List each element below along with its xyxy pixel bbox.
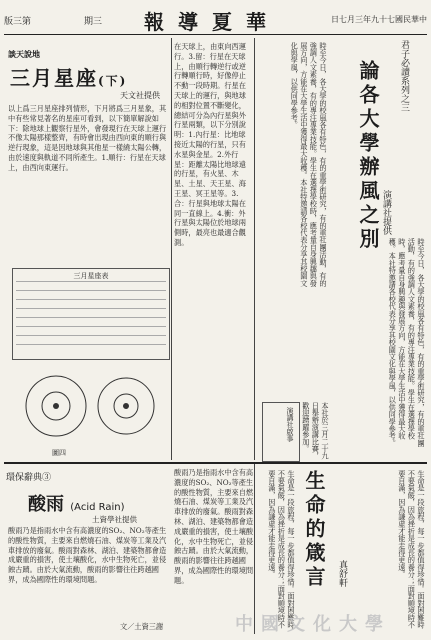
table-row [16, 326, 166, 335]
env-body: 酸雨乃是指雨水中含有高濃度的SO₂、NO₂等產生的酸性物質，主要來自燃燒石油、煤炭等工業及汽車排放的廢氣。酸雨對森林、湖泊、建築物都會造成嚴重的損害，使土壤酸化，水中生物死亡，並侵蝕古蹟。由於大氣流動，酸雨的影響往往跨越國界，成為國際性的環境問題。 [8, 526, 167, 584]
essay-author: 演講社提供 [381, 190, 391, 235]
astro-body-col2: 在天球上，由東向西運行。3.留：行星在天球上，由順行轉逆行或逆行轉順行時，好像停止不動一段時期。行星在天球上的運行，與地球的相對位置不斷變化，總結可分為內行星與外行星兩類，以下分別說明：1.內行星：比地球接近太陽的行星，只有水星與金星。2.外行星：距離太陽比地球遠的行星，有火星、木星、土星、天王星、海王星、冥王星等。3.合：行星與地球太陽在同一直線上。4.衝：外行星與太陽位於地球兩側時，最亮也最適合觀測。 [174, 42, 246, 247]
issue-period: 期三 [84, 17, 103, 27]
astro-body: 以上爲三月星座排列情形，下月將爲三月星象，其中有些常見著名的星座可看到，以下簡單解說如下：除地球上觀察行星外，會發現行在天球上運行不像太陽那樣整齊，有時會出現由西向東的順行與逆行現象，這是因地球與其他星一樣繞太陽公轉，由於速度與軌道不同所產生。1.順行：行星在天球上，由西向東運行。 [8, 104, 167, 172]
issue-number: 版三第 [4, 17, 32, 27]
header-bar [4, 4, 427, 35]
notice-box [262, 402, 300, 462]
astro-title: 三月星座(下) [10, 66, 128, 90]
column-divider [171, 38, 172, 460]
issue-date: 日七月三年九十七國民華中 [331, 15, 427, 24]
table-row [16, 281, 166, 290]
footer-watermark: 中國文化大學 [235, 614, 391, 635]
astro-author: 天文社提供 [120, 91, 160, 100]
env-body-col2: 酸雨乃是指雨水中含有高濃度的SO₂、NO₂等產生的酸性物質，主要來自燃燒石油、煤炭等工業及汽車排放的廢氣。酸雨對森林、湖泊、建築物都會造成嚴重的損害，使土壤酸化，水中生物死亡，並侵蝕古蹟。由於大氣流動，酸雨的影響往往跨越國界，成為國際性的環境問題。 [174, 468, 254, 585]
essay-body-left: 時至今日，各大學的校風各有特色，有的重學術研究，有的重社團活動，有的強調人文素養，有的專注專業技能。學生在選擇學校時，應考量自身興趣與發展方向，方能在大學生活中獲得最大收穫。本社特邀請各校代表分享其校園文化與學風，以供同學參考。 [290, 42, 328, 287]
env-footnote: 文／土資三謝 [120, 622, 164, 631]
section-divider [4, 462, 427, 464]
table-row [16, 335, 166, 344]
table-row [16, 344, 166, 353]
column-divider [254, 38, 255, 460]
orbit-diagram [14, 364, 164, 454]
essay-series: 君子必讀系列之三 [399, 40, 409, 112]
env-section-label: 環保辭典③ [6, 473, 52, 483]
table-row [16, 317, 166, 326]
notice-label: 演講社啟事 [286, 407, 294, 442]
life-author: 真舒軒 [337, 560, 347, 587]
essay-title: 論各大學辦風之別 [356, 60, 380, 252]
diagram-caption: 圖四 [52, 449, 66, 457]
notice-body: 本社於三月二十九日舉辦演講比賽，歡迎踴躍參加。 [301, 402, 330, 460]
table-row [16, 290, 166, 299]
essay-body-right: 時至今日，各大學的校風各有特色，有的重學術研究，有的重社團活動，有的強調人文素養，有的專注專業技能。學生在選擇學校時，應考量自身興趣與發展方向，方能在大學生活中獲得最大收穫。本社特邀請各校代表分享其校園文化與學風，以供同學參考。 [388, 238, 426, 447]
column-divider [254, 464, 255, 634]
env-author: 土資學社提供 [92, 515, 137, 524]
life-body-right: 生命是一段旅程，每一步都值得珍惜。面對困難時不要氣餒，因為挫折是成長的養分；面對順境時不要自滿，因為謙虛才能走得更遠。 [397, 470, 426, 629]
table-row [16, 299, 166, 308]
env-title: 酸雨 (Acid Rain) [28, 494, 125, 515]
table-title: 三月星座表 [73, 272, 109, 280]
table-row [16, 308, 166, 317]
constellation-table [12, 268, 170, 360]
life-body-left: 生命是一段旅程，每一步都值得珍惜。面對困難時不要氣餒，因為挫折是成長的養分；面對順境時不要自滿，因為謙虛才能走得更遠。 [267, 470, 296, 629]
astro-tag: 談天說地 [8, 49, 40, 59]
masthead: 報導夏華 [144, 10, 280, 34]
life-title: 生命的箴言 [302, 470, 326, 590]
